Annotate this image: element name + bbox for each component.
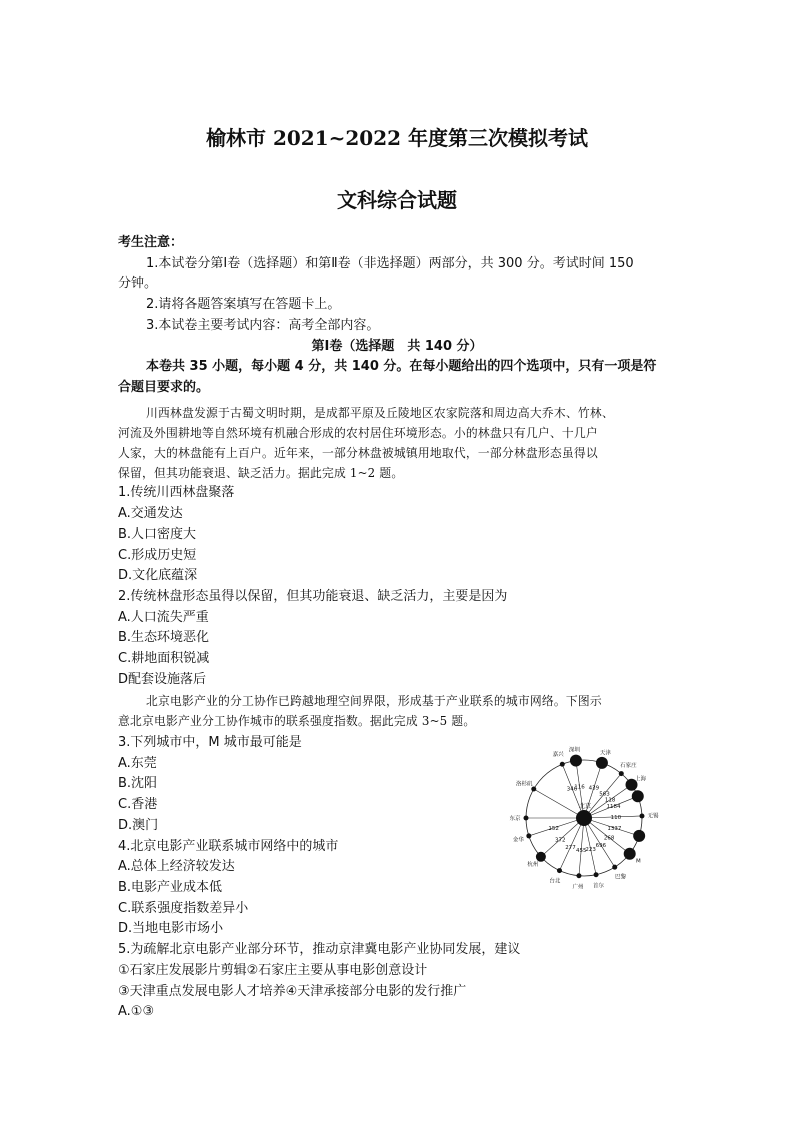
link-strength-label: 223 xyxy=(585,847,596,854)
passage-1-line: 河流及外围耕地等自然环境有机融合形成的农村居住环境形态。小的林盘只有几户、十几户 xyxy=(118,426,598,440)
passage-1-line: 保留，但其功能衰退、缺乏活力。据此完成 1~2 题。 xyxy=(118,466,404,480)
city-label: 广州 xyxy=(572,884,584,891)
city-label: 洛杉矶 xyxy=(515,781,533,788)
question-1-option-b: B.人口密度大 xyxy=(118,527,197,542)
link-strength-label: 696 xyxy=(595,843,607,850)
question-3-option-a: A.东莞 xyxy=(118,756,157,771)
city-node xyxy=(526,833,531,838)
link-strength-label: 372 xyxy=(555,837,566,844)
passage-1-line: 人家，大的林盘能有上百户。近年来，一部分林盘被城镇用地取代，一部分林盘形态虽得以 xyxy=(118,446,598,460)
city-node xyxy=(557,868,562,873)
question-1-stem: 1.传统川西林盘聚落 xyxy=(118,485,235,500)
city-node xyxy=(633,830,645,842)
question-4-option-c: C.联系强度指数差异小 xyxy=(118,901,249,916)
city-label: 石家庄 xyxy=(620,763,637,770)
link-strength-label: 346 xyxy=(566,786,578,793)
notice-item-2: 2.请将各题答案填写在答题卡上。 xyxy=(146,297,341,312)
exam-title: 榆林市 2021~2022 年度第三次模拟考试 xyxy=(205,126,588,150)
city-node xyxy=(536,852,546,862)
question-4-option-a: A.总体上经济较发达 xyxy=(118,859,235,874)
question-2-option-b: B.生态环境恶化 xyxy=(118,630,210,645)
city-label: 巴黎 xyxy=(615,874,627,881)
city-label: 台北 xyxy=(549,878,561,885)
city-label: 金华 xyxy=(512,837,524,844)
question-5-statements-line-1: ①石家庄发展影片剪辑②石家庄主要从事电影创意设计 xyxy=(118,963,428,978)
section-heading: 第Ⅰ卷（选择题 共 140 分） xyxy=(311,339,483,354)
city-node xyxy=(570,755,582,767)
city-node xyxy=(594,872,599,877)
link-strength-label: 152 xyxy=(548,825,559,832)
section-intro: 本卷共 35 小题，每小题 4 分，共 140 分。在每小题给出的四个选项中，只有一项是符 xyxy=(146,359,657,374)
link-strength-label: 1337 xyxy=(607,825,622,832)
city-label: M xyxy=(635,858,641,865)
city-label: 上海 xyxy=(635,776,647,783)
section-intro-cont: 合题目要求的。 xyxy=(118,380,210,395)
link-strength-label: 563 xyxy=(599,791,610,798)
city-node xyxy=(596,757,608,769)
question-5-stem: 5.为疏解北京电影产业部分环节，推动京津冀电影产业协同发展，建议 xyxy=(118,942,521,957)
question-1-option-d: D.文化底蕴深 xyxy=(118,568,198,583)
question-4-option-b: B.电影产业成本低 xyxy=(118,880,223,895)
link-strength-label: 118 xyxy=(604,797,616,804)
link-strength-label: 116 xyxy=(574,784,585,791)
city-node xyxy=(524,816,529,821)
city-node xyxy=(639,813,644,818)
notice-item-1-cont: 分钟。 xyxy=(118,276,158,291)
network-spoke xyxy=(534,789,584,818)
city-node xyxy=(624,848,636,860)
link-strength-label: 268 xyxy=(603,835,615,842)
city-node xyxy=(619,771,624,776)
city-node xyxy=(632,790,644,802)
passage-1-line: 川西林盘发源于古蜀文明时期，是成都平原及丘陵地区农家院落和周边高大乔木、竹林、 xyxy=(146,406,614,420)
city-label: 天津 xyxy=(599,750,611,757)
notice-item-1: 1.本试卷分第Ⅰ卷（选择题）和第Ⅱ卷（非选择题）两部分，共 300 分。考试时间 150 xyxy=(146,256,634,271)
question-5-option-a: A.①③ xyxy=(118,1004,155,1019)
link-strength-label: 455 xyxy=(575,847,587,854)
question-2-option-d: D配套设施落后 xyxy=(118,672,207,687)
city-label: 嘉兴 xyxy=(552,752,564,759)
city-node xyxy=(560,762,565,767)
question-1-option-a: A.交通发达 xyxy=(118,506,183,521)
link-strength-label: 439 xyxy=(588,785,600,792)
question-1-option-c: C.形成历史短 xyxy=(118,548,197,563)
city-node xyxy=(576,873,581,878)
city-label: 无锡 xyxy=(647,813,659,820)
link-strength-label: 1184 xyxy=(606,804,621,811)
city-node xyxy=(612,865,617,870)
question-3-stem: 3.下列城市中，M 城市最可能是 xyxy=(118,735,302,750)
question-3-option-c: C.香港 xyxy=(118,797,158,812)
question-4-stem: 4.北京电影产业联系城市网络中的城市 xyxy=(118,839,339,854)
city-label: 东京 xyxy=(509,816,521,822)
passage-2-line: 意北京电影产业分工协作城市的联系强度指数。据此完成 3~5 题。 xyxy=(118,714,476,728)
city-label: 深圳 xyxy=(568,747,580,754)
question-5-statements-line-2: ③天津重点发展电影人才培养④天津承接部分电影的发行推广 xyxy=(118,984,467,999)
city-label: 杭州 xyxy=(527,862,539,869)
center-label: 北京 xyxy=(578,803,592,810)
city-network-diagram xyxy=(496,747,676,912)
city-label: 首尔 xyxy=(592,883,604,890)
question-2-option-a: A.人口流失严重 xyxy=(118,610,209,625)
notice-heading: 考生注意： xyxy=(118,235,184,250)
question-2-stem: 2.传统林盘形态虽得以保留，但其功能衰退、缺乏活力，主要是因为 xyxy=(118,589,508,604)
exam-subtitle: 文科综合试题 xyxy=(337,188,457,212)
question-3-option-b: B.沈阳 xyxy=(118,776,158,791)
question-4-option-d: D.当地电影市场小 xyxy=(118,921,224,936)
notice-item-3: 3.本试卷主要考试内容：高考全部内容。 xyxy=(146,318,380,333)
link-strength-label: 277 xyxy=(565,844,576,851)
passage-2-line: 北京电影产业的分工协作已跨越地理空间界限，形成基于产业联系的城市网络。下图示 xyxy=(146,694,602,708)
question-3-option-d: D.澳门 xyxy=(118,818,159,833)
question-2-option-c: C.耕地面积锐减 xyxy=(118,651,210,666)
center-node-beijing xyxy=(576,810,592,826)
link-strength-label: 110 xyxy=(610,814,622,821)
